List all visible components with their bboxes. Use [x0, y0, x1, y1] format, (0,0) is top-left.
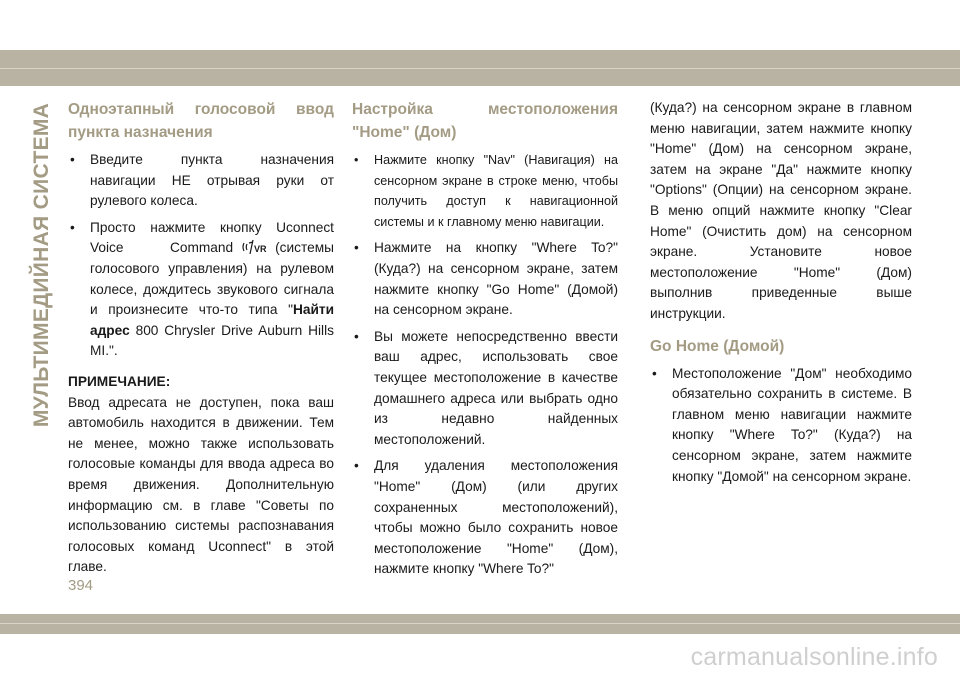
list-item: [352, 150, 618, 232]
continuation-text: (Куда?) на сенсорном экране в главном меню навигации, затем нажмите кнопку "Home" (Дом) на сенсорном экране, затем на экране "Да" нажмите кнопку "Options" (Опции) на сенсорном экране. В меню опций нажмите кнопку "Clear Home" (Очистить дом) на сенсорном экране. Установите новое местоположение "Home" (Дом) выполнив приведенные выше инструкции.: [650, 100, 912, 321]
list-item: [352, 238, 618, 320]
watermark: carmanualsonline.info: [690, 643, 938, 671]
bullet-text: Местоположение "Дом" необходимо обязательно сохранить в системе. В главном меню навигации нажмите кнопку "Where To?" (Куда?) на сенсорном экране, затем нажмите кнопку "Домой" на сенсорном экране.: [672, 365, 912, 484]
bottom-band: [0, 614, 960, 634]
list-item: [68, 218, 334, 362]
heading-set-home-location: Настройка местоположения "Home" (Дом): [352, 101, 618, 141]
top-band-line: [0, 68, 960, 69]
bottom-band-line: [0, 623, 960, 624]
bullet-text: (системы голосового управления) на рулевом колесе, дождитесь звукового сигнала и произнесите что-то типа ": [90, 240, 334, 318]
bullet-list-go-home: [650, 364, 912, 488]
list-item: [650, 364, 912, 488]
bullet-text: 800 Chrysler Drive Auburn Hills MI.".: [90, 322, 334, 359]
top-band: [0, 50, 960, 86]
column-3: [650, 98, 912, 493]
bullet-text-bold: Найти адрес: [90, 302, 334, 338]
list-item: [352, 327, 618, 451]
side-section-title: [29, 100, 55, 430]
note-text: Ввод адресата не доступен, пока ваш автомобиль находится в движении. Тем не менее, можно также использовать голосовые команды для ввода адреса во время движения. Дополнительную информацию см. в главе "Советы по использованию системы распознавания голосовых команд Uconnect" в этой главе.: [68, 394, 334, 575]
bullet-list-voice-entry: [68, 150, 334, 362]
svg-text:VR: VR: [254, 244, 267, 255]
page-number: 394: [68, 577, 94, 594]
bullet-text: Просто нажмите кнопку Uconnect Voice Command: [90, 219, 334, 256]
bullet-text: Для удаления местоположения "Home" (Дом) (или других сохраненных местоположений), чтобы можно было сохранить новое местоположение "Home" (Дом), нажмите кнопку "Where To?": [374, 458, 618, 577]
bullet-list-set-home: [352, 150, 618, 580]
side-section-title-text: МУЛЬТИМЕДИЙНАЯ СИСТЕМА: [30, 102, 54, 428]
bullet-text: Нажмите на кнопку "Where To?" (Куда?) на сенсорном экране, затем нажмите кнопку "Go Home" (Домой) на сенсорном экране.: [374, 240, 618, 318]
bullet-text: Введите пункта назначения навигации НЕ отрывая руки от рулевого колеса.: [90, 152, 334, 209]
note-title: ПРИМЕЧАНИЕ:: [68, 373, 171, 389]
heading-one-step-voice-entry: Одноэтапный голосовой ввод пункта назначения: [68, 101, 334, 141]
bullet-text: Нажмите кнопку "Nav" (Навигация) на сенсорном экране в строке меню, чтобы получить доступ к навигационной системы и к главному меню навигации.: [374, 153, 618, 229]
column-1: [68, 98, 334, 578]
bullet-text: Вы можете непосредственно ввести ваш адрес, использовать свое текущее местоположение в качестве домашнего адреса или выбрать одно из недавно найденных местоположений.: [374, 328, 618, 447]
list-item: [68, 150, 334, 212]
heading-go-home: Go Home (Домой): [650, 337, 785, 355]
column-2: [352, 98, 618, 586]
list-item: [352, 456, 618, 580]
voice-command-icon: [241, 239, 273, 255]
